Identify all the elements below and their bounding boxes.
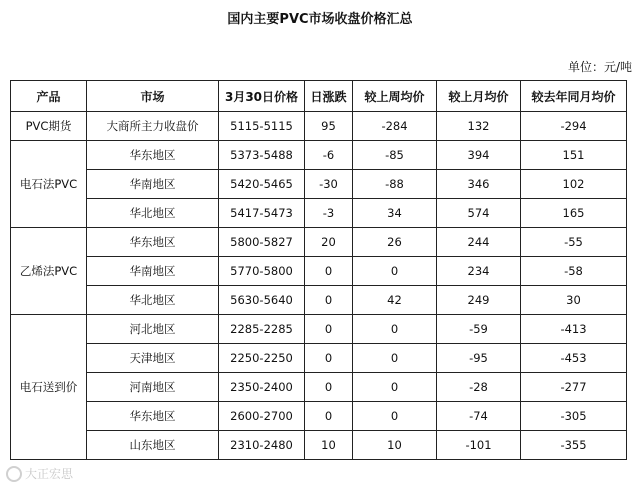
- header-product: 产品: [11, 81, 87, 112]
- price-cell: 2250-2250: [219, 344, 305, 373]
- product-cell: 电石送到价: [11, 315, 87, 460]
- vs-year-cell: 151: [521, 141, 627, 170]
- table-row: [11, 228, 627, 257]
- vs-week-cell: 0: [353, 402, 437, 431]
- price-summary-table: [10, 80, 627, 460]
- vs-month-cell: -28: [437, 373, 521, 402]
- change-cell: -3: [305, 199, 353, 228]
- market-cell: 大商所主力收盘价: [87, 112, 219, 141]
- market-cell: 河南地区: [87, 373, 219, 402]
- product-cell: 乙烯法PVC: [11, 228, 87, 315]
- vs-week-cell: 42: [353, 286, 437, 315]
- table-row: [11, 315, 627, 344]
- vs-month-cell: 574: [437, 199, 521, 228]
- vs-week-cell: -85: [353, 141, 437, 170]
- header-daily-change: 日涨跌: [305, 81, 353, 112]
- vs-year-cell: 30: [521, 286, 627, 315]
- header-vs-last-week: 较上周均价: [353, 81, 437, 112]
- price-cell: 5800-5827: [219, 228, 305, 257]
- price-cell: 2350-2400: [219, 373, 305, 402]
- vs-year-cell: -305: [521, 402, 627, 431]
- product-cell: 电石法PVC: [11, 141, 87, 228]
- market-cell: 华东地区: [87, 141, 219, 170]
- header-price: 3月30日价格: [219, 81, 305, 112]
- market-cell: 华南地区: [87, 170, 219, 199]
- change-cell: 95: [305, 112, 353, 141]
- table-row: [11, 141, 627, 170]
- change-cell: -30: [305, 170, 353, 199]
- vs-month-cell: 394: [437, 141, 521, 170]
- price-cell: 2600-2700: [219, 402, 305, 431]
- header-vs-last-month: 较上月均价: [437, 81, 521, 112]
- market-cell: 天津地区: [87, 344, 219, 373]
- table-row: [11, 286, 627, 315]
- vs-year-cell: -58: [521, 257, 627, 286]
- change-cell: 0: [305, 257, 353, 286]
- price-cell: 5770-5800: [219, 257, 305, 286]
- page-title: 国内主要PVC市场收盘价格汇总: [227, 12, 413, 27]
- change-cell: 0: [305, 344, 353, 373]
- price-cell: 5115-5115: [219, 112, 305, 141]
- vs-week-cell: 10: [353, 431, 437, 460]
- change-cell: 10: [305, 431, 353, 460]
- vs-year-cell: -355: [521, 431, 627, 460]
- vs-year-cell: 165: [521, 199, 627, 228]
- change-cell: 0: [305, 373, 353, 402]
- market-cell: 华东地区: [87, 402, 219, 431]
- vs-year-cell: -413: [521, 315, 627, 344]
- product-cell: PVC期货: [11, 112, 87, 141]
- vs-year-cell: 102: [521, 170, 627, 199]
- unit-label: 单位：元/吨: [567, 60, 632, 74]
- price-cell: 5373-5488: [219, 141, 305, 170]
- table-row: [11, 257, 627, 286]
- vs-week-cell: -88: [353, 170, 437, 199]
- header-vs-last-year: 较去年同月均价: [521, 81, 627, 112]
- vs-month-cell: -101: [437, 431, 521, 460]
- price-cell: 5417-5473: [219, 199, 305, 228]
- table-row: [11, 170, 627, 199]
- change-cell: 0: [305, 402, 353, 431]
- market-cell: 山东地区: [87, 431, 219, 460]
- vs-month-cell: 132: [437, 112, 521, 141]
- price-cell: 2285-2285: [219, 315, 305, 344]
- change-cell: 0: [305, 286, 353, 315]
- watermark-logo-icon: [6, 466, 22, 482]
- vs-year-cell: -453: [521, 344, 627, 373]
- vs-month-cell: -74: [437, 402, 521, 431]
- watermark-text: 大正宏思: [25, 467, 74, 481]
- market-cell: 华北地区: [87, 199, 219, 228]
- market-cell: 华北地区: [87, 286, 219, 315]
- change-cell: -6: [305, 141, 353, 170]
- price-cell: 2310-2480: [219, 431, 305, 460]
- vs-month-cell: -95: [437, 344, 521, 373]
- table-row: [11, 402, 627, 431]
- price-cell: 5420-5465: [219, 170, 305, 199]
- header-market: 市场: [87, 81, 219, 112]
- vs-year-cell: -277: [521, 373, 627, 402]
- vs-week-cell: -284: [353, 112, 437, 141]
- market-cell: 华南地区: [87, 257, 219, 286]
- vs-week-cell: 34: [353, 199, 437, 228]
- table-header-row: [11, 81, 627, 112]
- table-row: [11, 344, 627, 373]
- vs-year-cell: -294: [521, 112, 627, 141]
- watermark: [6, 465, 73, 482]
- table-row: [11, 431, 627, 460]
- table-row: [11, 112, 627, 141]
- table-row: [11, 373, 627, 402]
- price-cell: 5630-5640: [219, 286, 305, 315]
- vs-week-cell: 0: [353, 373, 437, 402]
- change-cell: 20: [305, 228, 353, 257]
- vs-month-cell: 244: [437, 228, 521, 257]
- vs-month-cell: 346: [437, 170, 521, 199]
- vs-week-cell: 0: [353, 344, 437, 373]
- vs-month-cell: 234: [437, 257, 521, 286]
- vs-month-cell: 249: [437, 286, 521, 315]
- market-cell: 华东地区: [87, 228, 219, 257]
- vs-month-cell: -59: [437, 315, 521, 344]
- vs-week-cell: 0: [353, 315, 437, 344]
- vs-week-cell: 26: [353, 228, 437, 257]
- table-row: [11, 199, 627, 228]
- change-cell: 0: [305, 315, 353, 344]
- vs-week-cell: 0: [353, 257, 437, 286]
- vs-year-cell: -55: [521, 228, 627, 257]
- market-cell: 河北地区: [87, 315, 219, 344]
